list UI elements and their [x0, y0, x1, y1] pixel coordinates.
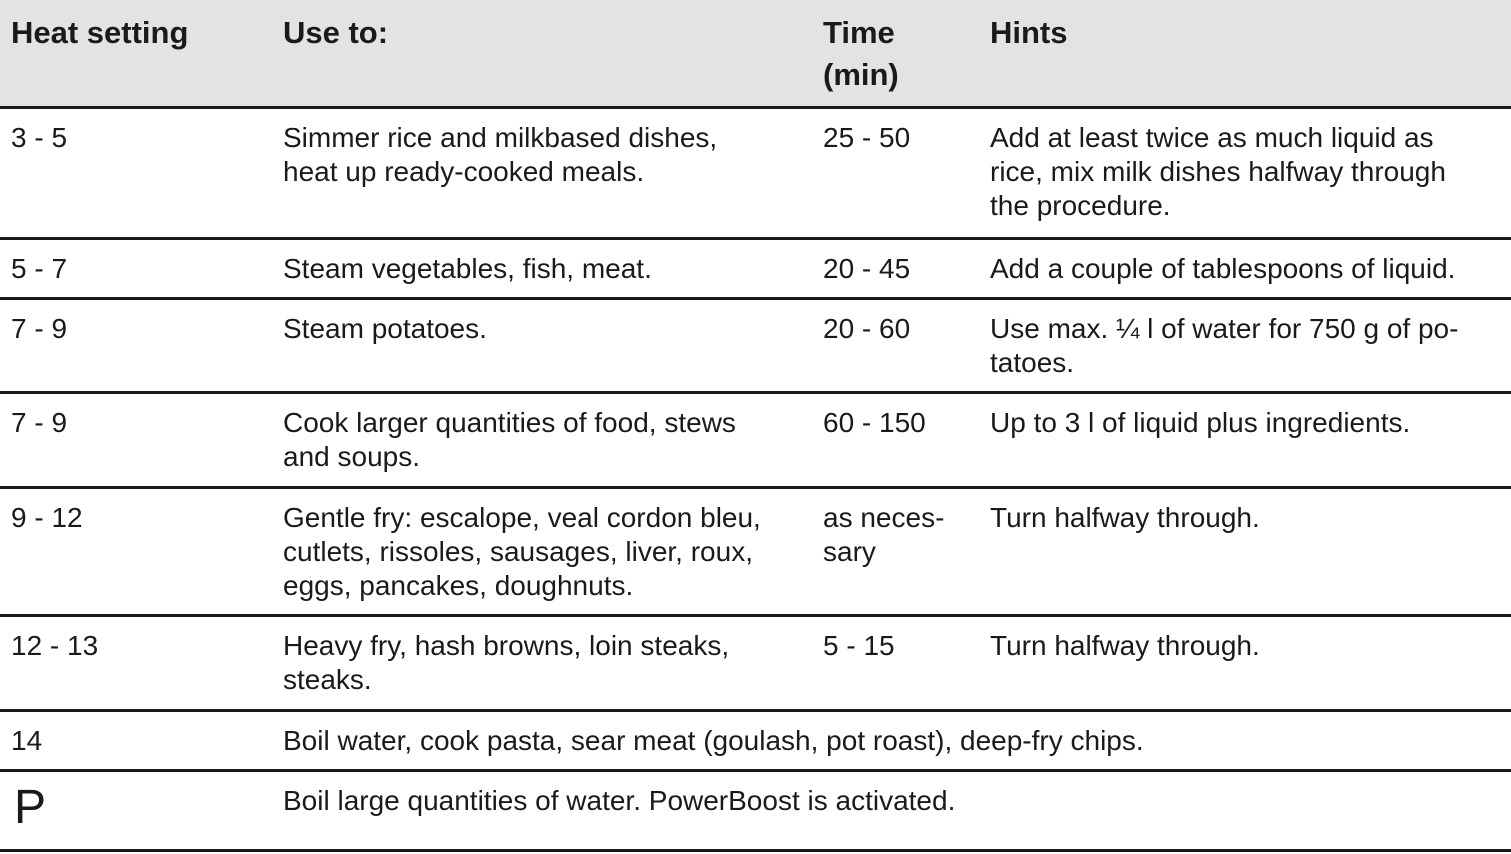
time-cell: 20 - 60 — [823, 313, 911, 344]
table-row — [0, 109, 1511, 240]
heat-setting-cell: 7 - 9 — [11, 407, 68, 438]
table-row — [0, 240, 1511, 300]
use-cell: Heavy fry, hash browns, loin steaks, steaks. — [283, 630, 730, 695]
table-row — [0, 489, 1511, 617]
heat-setting-cell: 9 - 12 — [11, 502, 83, 533]
heat-setting-cell: 5 - 7 — [11, 253, 68, 284]
use-cell: Boil water, cook pasta, sear meat (goulash, pot roast), deep-fry chips. — [283, 725, 1144, 756]
header-time: Time (min) — [823, 15, 899, 92]
use-cell: Steam potatoes. — [283, 313, 487, 344]
time-cell: 25 - 50 — [823, 122, 911, 153]
time-cell: 60 - 150 — [823, 407, 926, 438]
table-row — [0, 300, 1511, 394]
table-row — [0, 772, 1511, 852]
heat-setting-cell: 7 - 9 — [11, 313, 68, 344]
heat-setting-cell: 14 — [11, 725, 43, 756]
powerboost-symbol: P — [14, 781, 47, 834]
use-cell: Boil large quantities of water. PowerBoost is activated. — [283, 785, 956, 816]
heat-setting-cell: 12 - 13 — [11, 630, 99, 661]
hint-cell: Add at least twice as much liquid as rice, mix milk dishes halfway through the procedure. — [990, 122, 1446, 221]
table-header — [0, 0, 1511, 109]
header-hints: Hints — [990, 15, 1068, 50]
table-row — [0, 712, 1511, 772]
use-cell: Cook larger quantities of food, stews and soups. — [283, 407, 736, 472]
use-cell: Gentle fry: escalope, veal cordon bleu, cutlets, rissoles, sausages, liver, roux, eggs, pancakes, doughnuts. — [283, 502, 761, 601]
use-cell: Steam vegetables, fish, meat. — [283, 253, 652, 284]
hint-cell: Turn halfway through. — [990, 502, 1260, 533]
header-heat-setting: Heat setting — [11, 15, 189, 50]
time-cell: 5 - 15 — [823, 630, 895, 661]
time-cell: as neces- sary — [823, 502, 945, 567]
heat-setting-cell: 3 - 5 — [11, 122, 68, 153]
hint-cell: Use max. ¼ l of water for 750 g of po- tatoes. — [990, 313, 1459, 378]
table-row — [0, 617, 1511, 712]
table-row — [0, 394, 1511, 489]
hint-cell: Add a couple of tablespoons of liquid. — [990, 253, 1456, 284]
hint-cell: Up to 3 l of liquid plus ingredients. — [990, 407, 1411, 438]
use-cell: Simmer rice and milkbased dishes, heat up ready-cooked meals. — [283, 122, 718, 187]
time-cell: 20 - 45 — [823, 253, 911, 284]
hint-cell: Turn halfway through. — [990, 630, 1260, 661]
header-use-to: Use to: — [283, 15, 389, 50]
